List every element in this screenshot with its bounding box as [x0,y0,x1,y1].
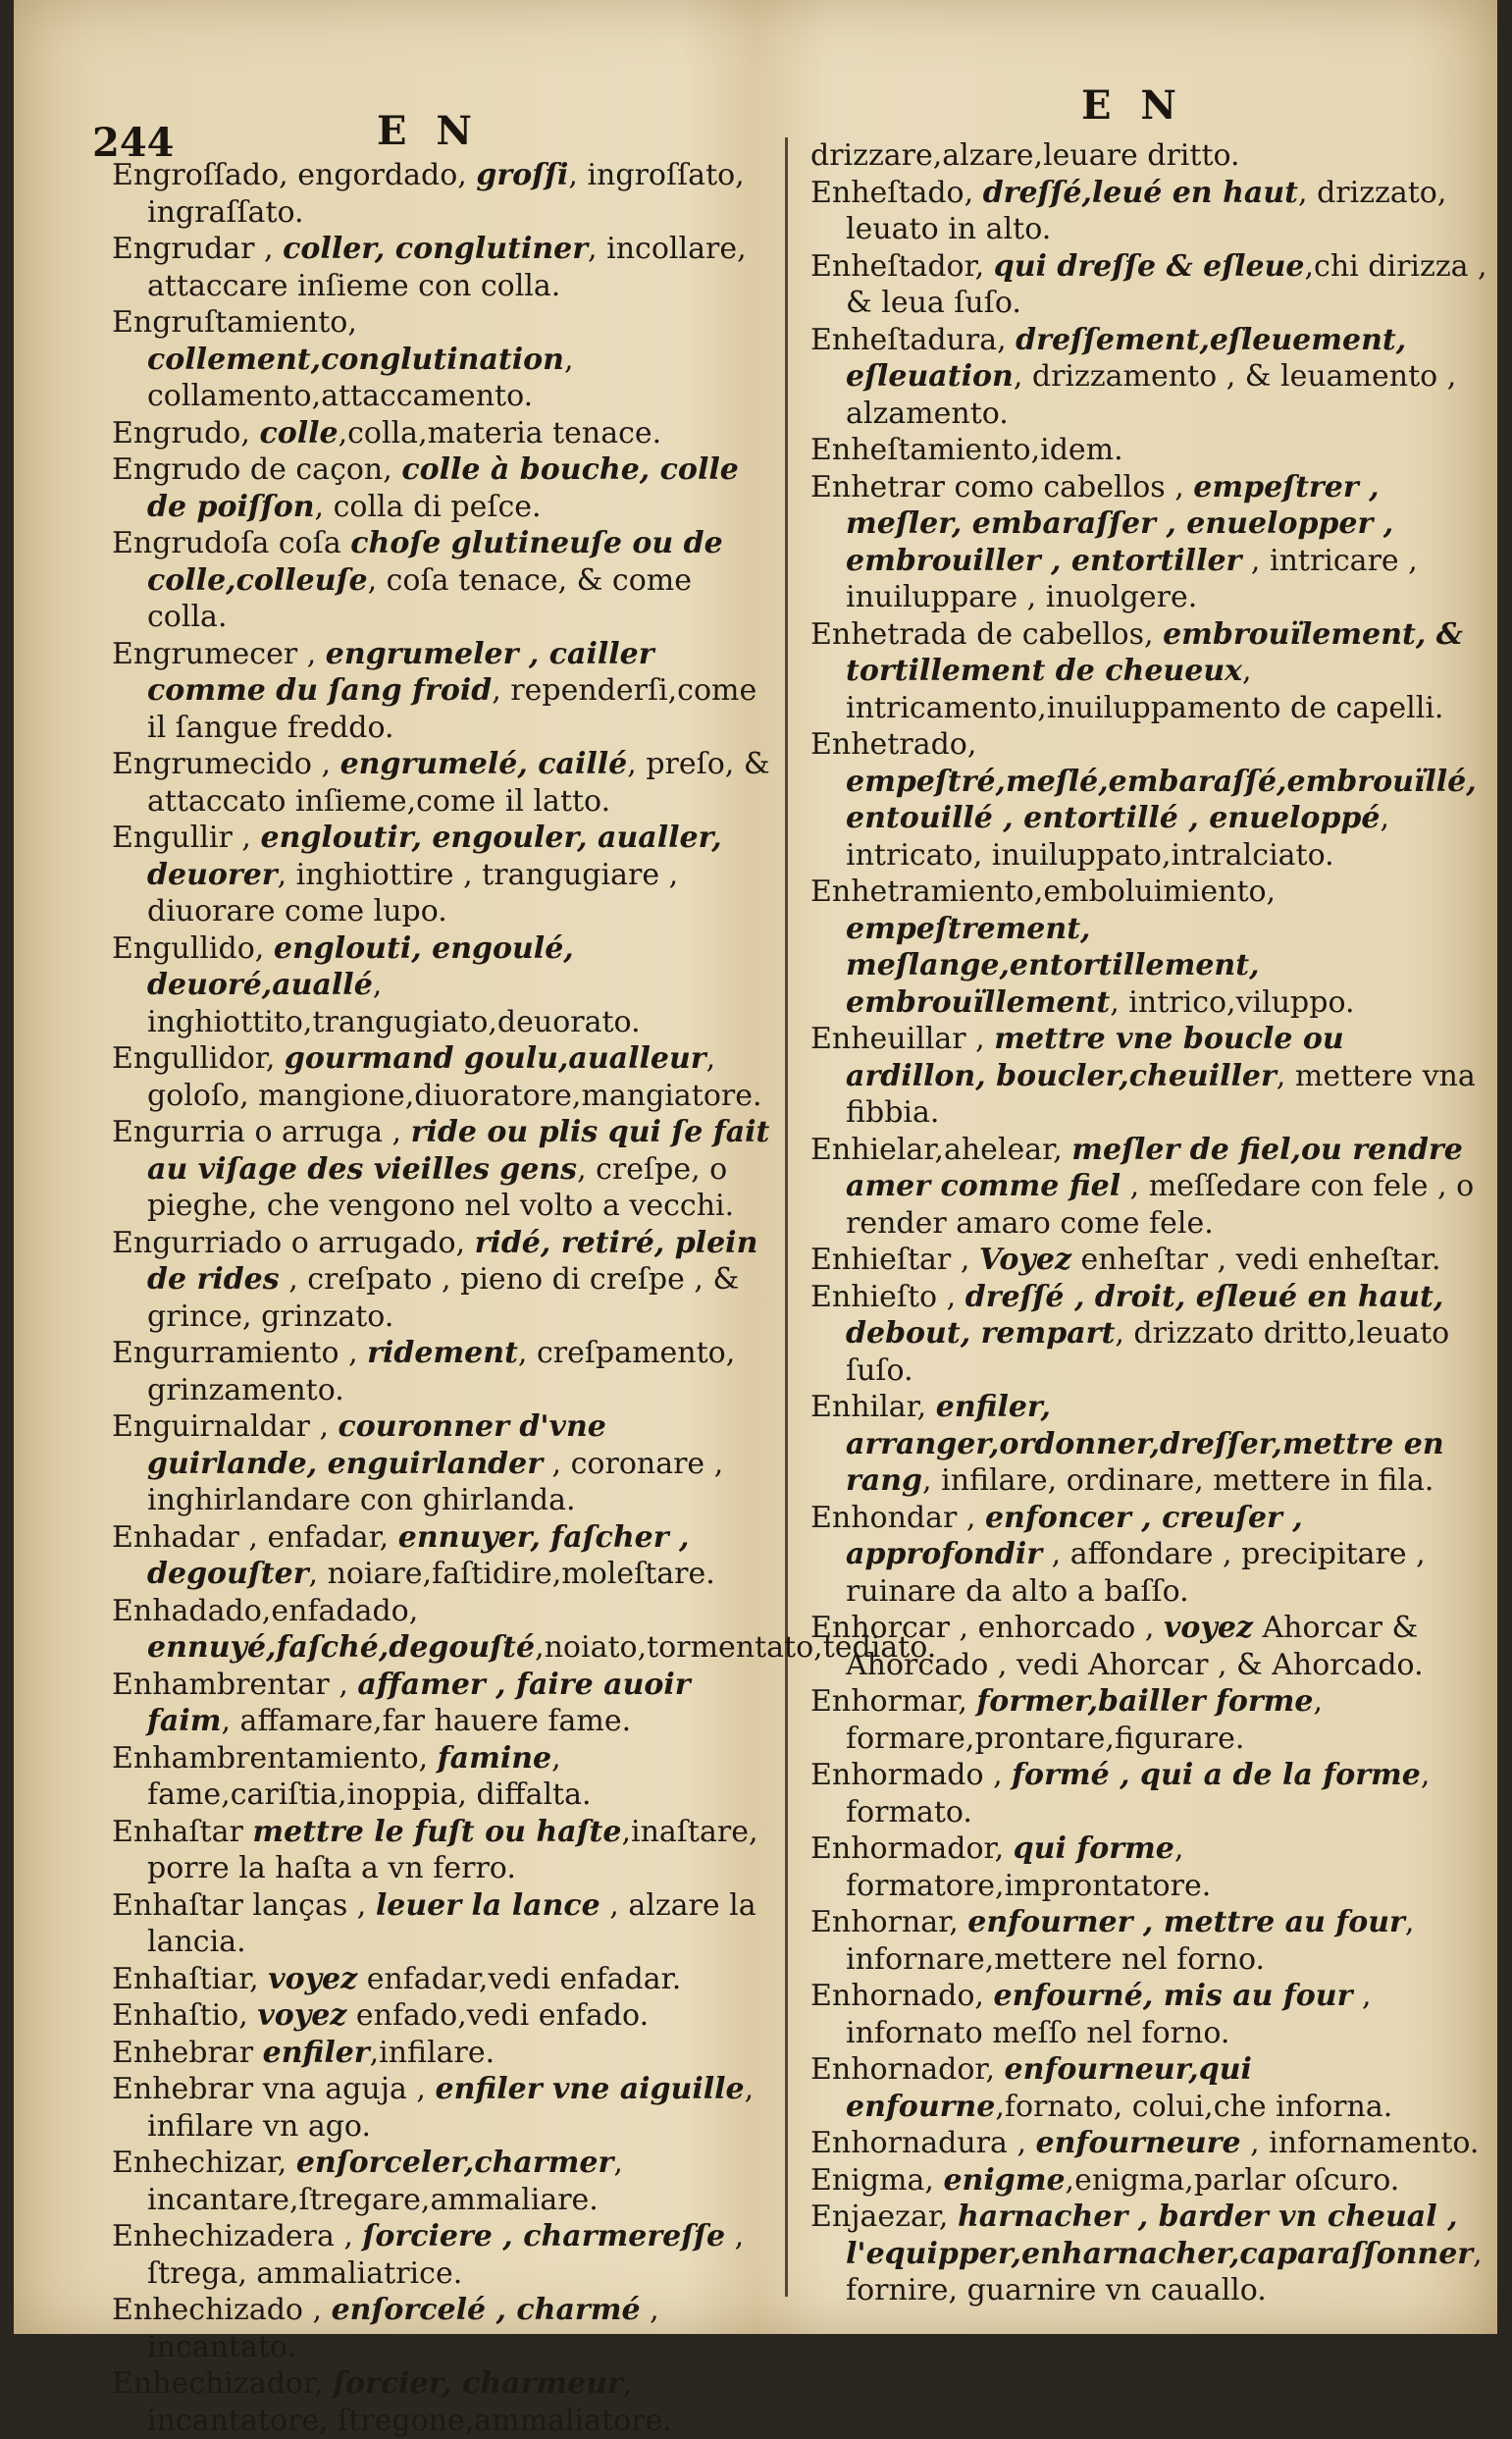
french-gloss: ridement [367,1336,518,1370]
dictionary-entry [112,1887,779,1961]
french-gloss: enfourneur,qui enfourne [846,2052,1252,2124]
dictionary-entry [810,322,1487,433]
french-gloss: ſorcier, charmeur [333,2366,623,2401]
headword: Engurramiento , [112,1336,368,1370]
headword: Enheſtadura, [810,322,1017,357]
italian-gloss: ,noiato,tormentato,tediato. [535,1630,937,1665]
french-gloss: engloutir, engouler, aualler, deuorer [147,821,722,892]
french-gloss: former,bailler forme [976,1684,1314,1719]
right-column [810,137,1487,2309]
italian-gloss: ,enigma,parlar oſcuro. [1065,2162,1400,2198]
dictionary-entry [810,2051,1487,2125]
italian-gloss: , creſpamento, grinzamento. [147,1336,736,1407]
dictionary-entry [810,1904,1487,1978]
italian-gloss: , incantato. [147,2293,659,2364]
italian-gloss: enfadar,vedi enfadar. [357,1961,682,1996]
italian-gloss: , intricato, inuiluppato,intralciato. [846,801,1390,873]
headword: Enhetramiento,emboluimiento, [810,875,1277,909]
italian-gloss: , goloſo, mangione,diuoratore,mangiatore. [147,1041,762,1113]
headword: Enheuillar , [810,1022,995,1056]
headword: Enhornar, [810,1905,968,1939]
dictionary-entry [112,525,779,636]
headword: Enhaſtar lanças , [112,1887,376,1923]
italian-gloss: , affondare , precipitare , ruinare da alto a baſſo. [846,1537,1426,1609]
dictionary-entry [810,726,1487,874]
dictionary-entry [112,1225,779,1336]
italian-gloss: , ingroſſato, ingraſſato. [147,158,745,230]
dictionary-entry [810,1757,1487,1830]
italian-gloss: , noiare,faſtidire,moleſtare. [308,1557,715,1591]
french-gloss: enſorcelé , charmé [331,2293,641,2327]
headword: Enhadar , enfadar, [112,1519,398,1555]
headword: drizzare,alzare,leuare dritto. [810,138,1240,173]
italian-gloss: , coronare , inghirlandare con ghirlanda. [147,1446,724,1517]
right-running-head: E N [1081,82,1184,129]
french-gloss: choſe glutineuſe ou de colle,colleuſe [147,526,723,598]
french-gloss: engrumelé, caillé [339,747,628,781]
headword: Enhechizado , [112,2293,332,2327]
italian-gloss: ,chi dirizza , & leua ſuſo. [846,248,1487,320]
dictionary-entry [112,1335,779,1408]
headword: Enhieſtar , [810,1243,979,1277]
headword: Enigma, [810,2162,944,2198]
italian-gloss: , creſpe, o pieghe, che vengono nel volto a vecchi. [147,1151,735,1223]
dictionary-entry [112,2145,779,2218]
italian-gloss: , infornamento. [1240,2126,1480,2160]
italian-gloss: enheſtar , vedi enheſtar. [1070,1243,1441,1277]
dictionary-entry [112,930,779,1041]
italian-gloss: ,fornato, colui,che inforna. [995,2089,1393,2124]
italian-gloss: , drizzamento , & leuamento , alzamento. [846,359,1457,431]
headword: Enhetrar como cabellos , [810,469,1194,504]
french-gloss: enigme [943,2162,1066,2198]
french-gloss: groſſi [476,158,569,192]
italian-gloss: , intrico,viluppo. [1110,984,1355,1020]
french-gloss: enfourné, mis au four [993,1979,1353,2013]
dictionary-entry [112,820,779,930]
italian-gloss: , formare,prontare,figurare. [846,1684,1324,1756]
dictionary-entry [112,1997,779,2035]
french-gloss: qui forme [1013,1831,1174,1866]
french-gloss: mettre le fuſt ou haſte [252,1814,622,1849]
dictionary-entry [810,137,1487,175]
dictionary-entry [112,1114,779,1225]
italian-gloss: ,colla,materia tenace. [338,415,662,451]
french-gloss: mettre vne boucle ou ardillon, boucler,cheuiller [846,1022,1344,1093]
dictionary-entry [810,1021,1487,1132]
french-gloss: enfiler [262,2035,370,2070]
headword: Engrumecer , [112,636,326,671]
french-gloss: dreſſé,leué en haut [982,175,1298,210]
headword: Enjaezar, [810,2200,958,2234]
headword: Engurriado o arrugado, [112,1225,475,1260]
italian-gloss: , infornare,mettere nel forno. [846,1905,1415,1977]
dictionary-entry [112,2035,779,2072]
headword: Engrumecido , [112,747,340,781]
dictionary-entry [810,2162,1487,2200]
italian-gloss: , inghiottito,trangugiato,deuorato. [147,968,641,1039]
dictionary-entry [112,1740,779,1814]
dictionary-page [14,0,1497,2438]
headword: Enhebrar vna aguja , [112,2072,436,2106]
dictionary-entry [112,2071,779,2145]
page-number: 244 [92,120,175,166]
dictionary-entry [810,2125,1487,2162]
italian-gloss: , alzare la lancia. [147,1887,756,1959]
italian-gloss: , drizzato, leuato in alto. [846,175,1447,246]
headword: Enhornador, [810,2052,1005,2087]
headword: Enhilar, [810,1390,936,1424]
french-gloss: ride ou plis qui ſe fait au viſage des vieilles gens [147,1115,770,1187]
italian-gloss: , creſpato , pieno di creſpe , & grince, grinzato. [147,1262,740,1334]
french-gloss: qui dreſſe & eſleue [993,248,1305,284]
french-gloss: ridé, retiré, plein de rides [147,1225,758,1297]
dictionary-entry [810,469,1487,616]
french-gloss: coller, conglutiner [283,232,589,266]
headword: Enhornado, [810,1979,994,2013]
italian-gloss: , incollare, attaccare inſieme con colla. [147,232,747,303]
dictionary-entry [810,1610,1487,1683]
dictionary-entry [810,1242,1487,1279]
italian-gloss: , intricare , inuiluppare , inuolgere. [846,543,1418,614]
french-gloss: voyez [268,1961,358,1996]
italian-gloss: , mettere vna fibbia. [846,1058,1476,1130]
dictionary-entry [810,1830,1487,1904]
french-gloss: dreſſé , droit, eſleué en haut, debout, rempart [846,1279,1444,1351]
italian-gloss: , fornire, guarnire vn cauallo. [846,2236,1483,2307]
french-gloss: empeſtrement, meſlange,entortillement, embrouïllement [846,911,1260,1020]
french-gloss: colle [259,415,339,451]
french-gloss: couronner d'vne guirlande, enguirlander [147,1409,606,1481]
french-gloss: engrumeler , cailler comme du ſang froid [147,636,654,708]
headword: Enhormador, [810,1831,1014,1866]
italian-gloss: , coſa tenace, & come colla. [147,562,692,634]
headword: Engroſſado, engordado, [112,158,477,192]
dictionary-entry [810,432,1487,469]
headword: Enhambrentar , [112,1667,358,1702]
headword: Enhieſto , [810,1279,965,1314]
italian-gloss: ,inaſtare, porre la haſta a vn ferro. [147,1814,758,1885]
french-gloss: enſorceler,charmer [295,2146,614,2180]
headword: Engullir , [112,821,261,855]
headword: Enheſtador, [810,248,994,284]
headword: Enheſtamiento,idem. [810,433,1123,467]
italian-gloss: ,infilare. [369,2035,495,2070]
italian-gloss: , infilare vn ago. [147,2072,755,2144]
dictionary-entry [810,1389,1487,1500]
headword: Engrudar , [112,232,284,266]
french-gloss: enfiler, arranger,ordonner,dreſſer,mettre en rang [846,1390,1444,1498]
headword: Enhondar , [810,1500,985,1535]
french-gloss: affamer , faire auoir faim [147,1667,691,1738]
dictionary-entry [112,1040,779,1114]
italian-gloss: , collamento,attaccamento. [147,342,574,413]
dictionary-entry [810,874,1487,1021]
italian-gloss: , affamare,far hauere fame. [221,1704,632,1738]
french-gloss: voyez [1163,1611,1253,1645]
italian-gloss: Ahorcar & Ahorcado , vedi Ahorcar , & Ahorcado. [846,1611,1424,1682]
headword: Enhetrada de cabellos, [810,616,1164,652]
headword: Enhorcar , enhorcado , [810,1611,1164,1645]
french-gloss: meſler de fiel,ou rendre amer comme fiel [846,1132,1463,1203]
french-gloss: embrouïlement, & tortillement de cheueux [846,616,1463,688]
italian-gloss: , inghiottire , trangugiare , diuorare come lupo. [147,857,679,928]
french-gloss: ennuyer, faſcher , degouſter [147,1519,690,1591]
french-gloss: leuer la lance [375,1887,600,1923]
headword: Enhebrar [112,2035,263,2070]
italian-gloss: , meſſedare con fele , o render amaro come fele. [846,1169,1475,1241]
headword: Engruſtamiento, [112,305,357,340]
dictionary-entry [112,636,779,747]
dictionary-entry [810,1500,1487,1611]
italian-gloss: , infilare, ordinare, mettere in fila. [922,1463,1434,1498]
headword: Enhadado,enfadado, [112,1593,419,1628]
french-gloss: empeſtré,meſlé,embaraſſé,embrouïllé, entouillé , entortillé , enueloppé [846,764,1477,835]
french-gloss: enfoncer , creuſer , approfondir [846,1500,1303,1571]
dictionary-entry [810,175,1487,248]
italian-gloss: , infornato meſſo nel forno. [846,1979,1372,2050]
dictionary-entry [810,2199,1487,2309]
french-gloss: voyez [257,1998,347,2033]
headword: Engrudoſa coſa [112,526,351,560]
italian-gloss: , incantare,ſtregare,ammaliare. [147,2146,623,2217]
headword: Engullido, [112,930,274,966]
dictionary-entry [810,248,1487,322]
dictionary-entry [112,2365,779,2439]
headword: Enhetrado, [810,727,977,762]
dictionary-entry [112,1519,779,1593]
dictionary-entry [810,1683,1487,1757]
headword: Enheſtado, [810,175,983,210]
dictionary-entry [112,1814,779,1887]
headword: Enhambrentamiento, [112,1740,438,1776]
french-gloss: colle à bouche, colle de poiſſon [147,452,739,524]
french-gloss: englouti, engoulé, deuoré,auallé [147,930,574,1002]
column-divider [785,137,788,2297]
dictionary-entry [112,1593,937,1667]
italian-gloss: , fame,cariſtia,inoppia, diffalta. [147,1740,592,1812]
left-running-head: E N [377,108,480,154]
dictionary-entry [112,451,779,525]
headword: Enhechizador, [112,2366,334,2401]
dictionary-entry [810,1132,1487,1243]
italian-gloss: , formato. [846,1758,1431,1829]
italian-gloss: , incantatore, ſtregone,ammaliatore. [147,2366,672,2438]
italian-gloss: , formatore,improntatore. [846,1831,1212,1903]
dictionary-entry [112,1408,779,1519]
headword: Enhormado , [810,1758,1013,1792]
italian-gloss: , colla di peſce. [314,489,542,524]
french-gloss: ennuyé,faſché,degouſté [147,1630,536,1665]
french-gloss: famine [437,1740,552,1776]
headword: Enguirnaldar , [112,1409,339,1444]
italian-gloss: , drizzato dritto,leuato ſuſo. [846,1316,1450,1388]
french-gloss: Voyez [978,1243,1071,1277]
french-gloss: empeſtrer , meſler, embaraſſer , enuelopper , embrouiller , entortiller [846,469,1394,578]
headword: Engullidor, [112,1041,285,1076]
french-gloss: enfourneure [1035,2126,1241,2160]
headword: Enhaſtiar, [112,1961,269,1996]
headword: Engurria o arruga , [112,1115,411,1149]
headword: Enhormar, [810,1684,977,1719]
headword: Enhielar,ahelear, [810,1132,1072,1167]
italian-gloss: , intricamento,inuiluppamento de capelli. [846,654,1444,725]
dictionary-entry [112,157,779,231]
italian-gloss: , rependerſi,come il ſangue freddo. [147,673,757,745]
dictionary-entry [112,2292,779,2365]
dictionary-entry [112,231,779,304]
dictionary-entry [112,1667,779,1740]
dictionary-entry [810,616,1487,727]
french-gloss: formé , qui a de la forme [1012,1758,1421,1792]
french-gloss: enfourner , mettre au four [967,1905,1405,1939]
dictionary-entry [112,2218,779,2292]
headword: Enhaſtar [112,1814,253,1849]
french-gloss: gourmand goulu,aualleur [284,1041,706,1076]
french-gloss: dreſſement,eſleuement, eſleuation [846,322,1407,394]
headword: Engrudo de caçon, [112,452,402,487]
headword: Enhaſtio, [112,1998,258,2033]
dictionary-entry [810,1978,1487,2051]
italian-gloss: , ſtrega, ammaliatrice. [147,2219,745,2291]
dictionary-entry [112,1961,779,1998]
headword: Enhechizar, [112,2146,296,2180]
french-gloss: enfiler vne aiguille [435,2072,745,2106]
dictionary-entry [810,1279,1487,1390]
french-gloss: collement,conglutination [147,342,564,377]
dictionary-entry [112,746,779,820]
dictionary-entry [112,304,779,415]
headword: Engrudo, [112,415,260,451]
french-gloss: harnacher , barder vn cheual , l'equipper,enharnacher,caparaſſonner [846,2200,1474,2271]
french-gloss: ſorciere , charmereſſe [362,2219,726,2253]
headword: Enhornadura , [810,2126,1036,2160]
headword: Enhechizadera , [112,2219,363,2253]
italian-gloss: , preſo, & attaccato inſieme,come il latto. [147,747,770,819]
dictionary-entry [112,415,779,452]
italian-gloss: enfado,vedi enfado. [346,1998,650,2033]
